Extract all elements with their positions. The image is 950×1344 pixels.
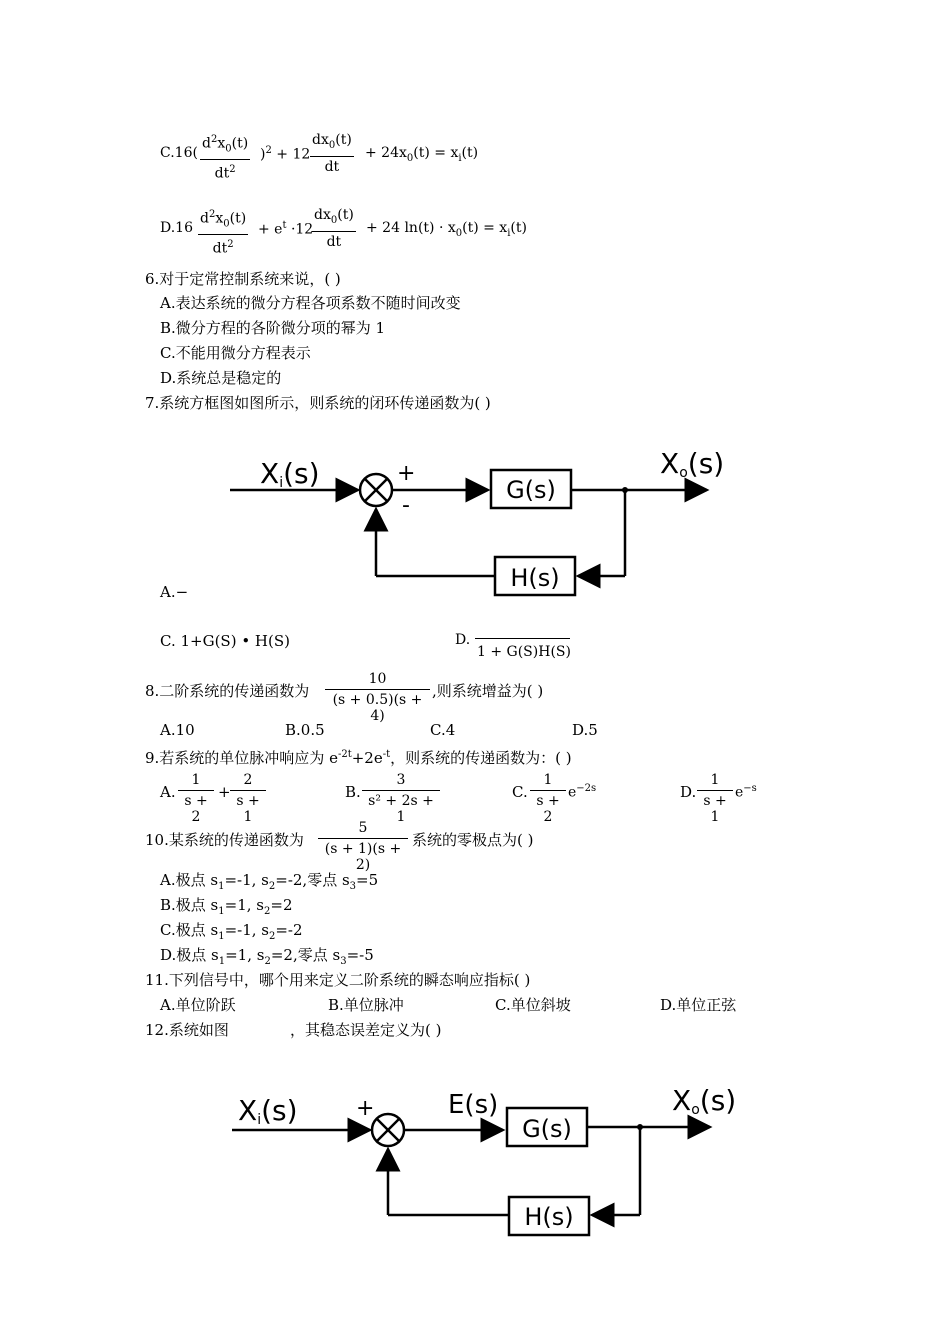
q5c-label: C.16( xyxy=(160,145,198,161)
q6-option-a: A.表达系统的微分方程各项系数不随时间改变 xyxy=(160,294,461,312)
q9b-label: B. xyxy=(345,783,361,801)
q8-stem-post: ,则系统增益为( ) xyxy=(432,682,544,700)
q7-option-c: C. 1+G(S) • H(S) xyxy=(160,632,290,650)
q9-stem-pre: 9.若系统的单位脉冲响应为 e xyxy=(145,749,338,767)
q5c-sub0b: 0 xyxy=(406,152,414,164)
q9a-label: A. xyxy=(160,783,176,801)
q11-option-a: A.单位阶跃 xyxy=(160,996,236,1014)
q5-option-c xyxy=(160,132,500,183)
q8-fraction xyxy=(325,671,430,724)
q5c-frac1: $d^2x_0(t)$ $dt^2$ xyxy=(202,134,249,183)
q9-mid: +2e xyxy=(351,749,383,767)
q7-forward-label: G(s) xyxy=(506,476,556,504)
q10-option-d: D.极点 $s_1=1$, $s_2=2$,零点 $s_3=-5$ xyxy=(160,946,374,967)
q11-option-d: D.单位正弦 xyxy=(660,996,737,1014)
q6-option-b: B.微分方程的各阶微分项的幂为 1 xyxy=(160,319,386,337)
q9a-n1: 1 xyxy=(191,772,201,788)
q5c-plus12: + 12 xyxy=(276,146,311,163)
q12-stem-b: ，其稳态误差定义为( ) xyxy=(290,1021,442,1039)
q5d-end: (t) xyxy=(510,220,527,236)
q9d-n: 1 xyxy=(710,772,720,788)
q7-output-label: Xo(s) xyxy=(660,447,725,481)
q9c-e: e xyxy=(568,784,577,801)
q7d-den: 1 + G(S)H(S) xyxy=(477,644,571,660)
q9c-exp xyxy=(568,783,596,801)
q5c-den: dt xyxy=(214,166,230,183)
q5c-num-sub: 0 xyxy=(225,143,232,155)
q7-minus-sign: - xyxy=(402,493,410,518)
q8-stem-pre: 8.二阶系统的传递函数为 xyxy=(145,682,310,700)
q9c-n: 1 xyxy=(543,772,553,788)
q9d-sup: −s xyxy=(743,783,757,794)
q5c-num-sup: 2 xyxy=(210,134,218,145)
q9a-frac2 xyxy=(230,772,266,825)
q5d-frac1: $d^2x_0(t)$ $dt^2$ xyxy=(200,209,247,258)
q10-den: (s + 1)(s + 2) xyxy=(324,841,402,873)
q9d-d: s + 1 xyxy=(703,793,727,825)
q7-feedback-label: H(s) xyxy=(510,564,560,592)
q10-num: 5 xyxy=(358,820,368,836)
q9c-label: C. xyxy=(512,783,528,801)
q8-num: 10 xyxy=(368,671,387,687)
q11-stem: 11.下列信号中，哪个用来定义二阶系统的瞬态响应指标( ) xyxy=(145,971,531,989)
q9d-frac xyxy=(697,772,733,825)
q10-stem-pre: 10.某系统的传递函数为 xyxy=(145,831,304,849)
q8-option-d: D.5 xyxy=(572,721,598,739)
q9b-frac xyxy=(362,772,440,825)
q9a-n2: 2 xyxy=(243,772,253,788)
q5c-eq: (t) = x xyxy=(413,145,459,161)
q7-option-a: A.− xyxy=(160,583,189,601)
q7d-label: D. xyxy=(455,632,471,648)
q11-option-b: B.单位脉冲 xyxy=(328,996,404,1014)
q12-stem-a: 12.系统如图 xyxy=(145,1021,229,1039)
q9a-d1: s + 2 xyxy=(184,793,208,825)
q9b-d: s² + 2s + 1 xyxy=(368,793,434,825)
q5d-frac2: $dx_0(t)$ dt xyxy=(314,207,354,250)
q6-option-c: C.不能用微分方程表示 xyxy=(160,344,311,362)
q10-option-c: C.极点 $s_1=-1$, $s_2=-2$ xyxy=(160,921,303,942)
q9d-label: D. xyxy=(680,783,697,801)
q12-input-label: Xi(s) xyxy=(238,1094,298,1128)
q8-option-b: B.0.5 xyxy=(285,721,325,739)
q5c-sq: 2 xyxy=(265,145,272,156)
q5c-subi: i xyxy=(458,152,462,164)
q5c-end: (t) xyxy=(461,145,479,161)
q9a-plus: + xyxy=(218,783,231,801)
q9-sup1: -2t xyxy=(337,749,352,760)
q5d-times12: ·12 xyxy=(290,221,314,238)
q5d-subi: i xyxy=(507,227,511,239)
q5c-rest: + 24x xyxy=(365,145,407,161)
q11-option-c: C.单位斜坡 xyxy=(495,996,571,1014)
q9-stem-post: ，则系统的传递函数为：( ) xyxy=(390,749,572,767)
q12-feedback-label: H(s) xyxy=(524,1203,574,1231)
q7-plus-sign: + xyxy=(397,461,416,486)
q9d-exp xyxy=(735,783,757,801)
q5c-closep: ) xyxy=(260,146,266,163)
q10-fraction xyxy=(318,820,408,873)
q7-option-d xyxy=(455,632,571,660)
q5d-plus-e: + e xyxy=(258,221,283,238)
q7-block-diagram xyxy=(225,440,745,605)
q7-input-label: Xi(s) xyxy=(260,457,320,491)
q7-stem: 7.系统方框图如图所示，则系统的闭环传递函数为( ) xyxy=(145,394,491,412)
q8-option-c: C.4 xyxy=(430,721,456,739)
q5d-eq: (t) = x xyxy=(462,220,508,236)
q5-option-d xyxy=(160,207,540,258)
q12-output-label: Xo(s) xyxy=(672,1084,737,1118)
q5c-dx: dx xyxy=(312,132,329,148)
q6-option-d: D.系统总是稳定的 xyxy=(160,369,282,387)
q5c-num-d: d xyxy=(202,135,211,152)
q5d-sub0: 0 xyxy=(455,227,463,239)
q9c-sup: −2s xyxy=(576,783,597,794)
q5c-dt: dt xyxy=(324,158,340,175)
q10-option-b: B.极点 $s_1=1$, $s_2=2$ xyxy=(160,896,293,917)
q12-error-label: E(s) xyxy=(448,1090,499,1120)
q10-stem-post: 系统的零极点为( ) xyxy=(412,831,534,849)
q8-option-a: A.10 xyxy=(160,721,195,739)
q5d-t-sup: t xyxy=(282,220,287,231)
q9b-n: 3 xyxy=(396,772,406,788)
q12-forward-label: G(s) xyxy=(522,1115,572,1143)
q9d-e: e xyxy=(735,784,744,801)
q5c-num-t: (t) xyxy=(231,135,249,152)
q9c-frac xyxy=(530,772,566,825)
q9c-d: s + 2 xyxy=(536,793,560,825)
q9-sup2: -t xyxy=(382,749,391,760)
q12-plus-sign: + xyxy=(356,1096,375,1121)
q9a-frac1 xyxy=(178,772,214,825)
q5d-label: D.16 xyxy=(160,220,193,236)
q8-den: (s + 0.5)(s + 4) xyxy=(332,692,423,724)
q10-option-a: A.极点 $s_1=-1$, $s_2=-2$,零点 $s_3=5$ xyxy=(160,871,379,892)
q5d-rest: + 24 ln(t) · x xyxy=(366,220,456,236)
q6-stem: 6.对于定常控制系统来说，( ) xyxy=(145,270,341,288)
q9a-d2: s + 1 xyxy=(236,793,260,825)
q5c-frac2: $dx_0(t)$ dt xyxy=(312,132,352,175)
q12-block-diagram xyxy=(230,1075,750,1245)
q9-stem xyxy=(145,746,572,767)
